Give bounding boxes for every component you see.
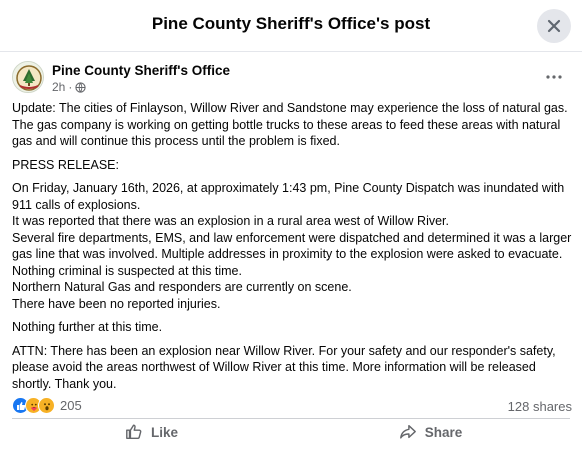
wow-reaction-icon [38,397,55,414]
post-paragraph [12,100,572,150]
more-options-icon [546,75,562,79]
post-meta [52,80,86,94]
post-header [12,61,570,97]
sheriff-badge-logo [13,62,44,93]
post-text-line: gas line that was involved. Multiple addresses in proximity to the explosion were asked to evacuate. [12,247,563,261]
post-text-line: Northern Natural Gas and responders are currently on scene. [12,280,352,294]
share-icon [399,423,417,441]
post-text-line: Nothing criminal is suspected at this time. [12,263,242,278]
avatar[interactable] [12,61,44,93]
post-text-line: On Friday, January 16th, 2026, at approximately 1:43 pm, Pine County Dispatch was inundated with [12,181,565,195]
action-divider [12,418,570,419]
post-paragraph [12,180,572,312]
post-text-line: Nothing further at this time. [12,320,163,334]
post-text-line: Several fire departments, EMS, and law enforcement were dispatched and determined it was a larger [12,230,572,245]
post-paragraph [12,157,572,174]
page-name-link[interactable]: Pine County Sheriff's Office [52,63,230,78]
like-label: Like [150,424,178,440]
close-button[interactable] [537,9,571,43]
close-icon [547,19,561,33]
dialog-title: Pine County Sheriff's Office's post [151,14,431,33]
globe-icon[interactable] [75,82,86,93]
post-time[interactable]: 2h [52,80,66,94]
post-text-line: PRESS RELEASE: [12,157,119,172]
share-count[interactable]: 128 shares [507,399,572,414]
like-button[interactable] [12,420,291,444]
post-text-line: It was reported that there was an explosion in a rural area west of Willow River. [12,214,450,228]
post-text-line: please avoid the areas northwest of Willow River at this time. More information will be released [12,360,536,374]
reactions-summary[interactable] [12,397,82,414]
post-stats [12,396,572,416]
post-text-line: There have been no reported injuries. [12,296,221,311]
post-text [12,100,572,399]
meta-separator: · [68,80,73,94]
post-text-line: The gas company is working on getting bottle trucks to these areas to feed these areas with natural [12,117,561,132]
more-options-button[interactable] [542,65,566,89]
reaction-count: 205 [60,398,82,413]
post-text-line: shortly. Thank you. [12,376,117,391]
like-icon [125,423,143,441]
share-label: Share [424,424,463,440]
post-paragraph [12,343,572,393]
post-text-line: gas and will continue this process until the problem is fixed. [12,134,340,148]
share-button[interactable] [291,420,570,444]
post-paragraph [12,319,572,336]
post-text-line: ATTN: There has been an explosion near Willow River. For your safety and our responder's safety, [12,343,556,358]
post-actions [12,420,570,444]
post-text-line: Update: The cities of Finlayson, Willow River and Sandstone may experience the loss of natural gas. [12,101,568,115]
post-text-line: 911 calls of explosions. [12,197,141,212]
dialog-header [0,0,582,52]
